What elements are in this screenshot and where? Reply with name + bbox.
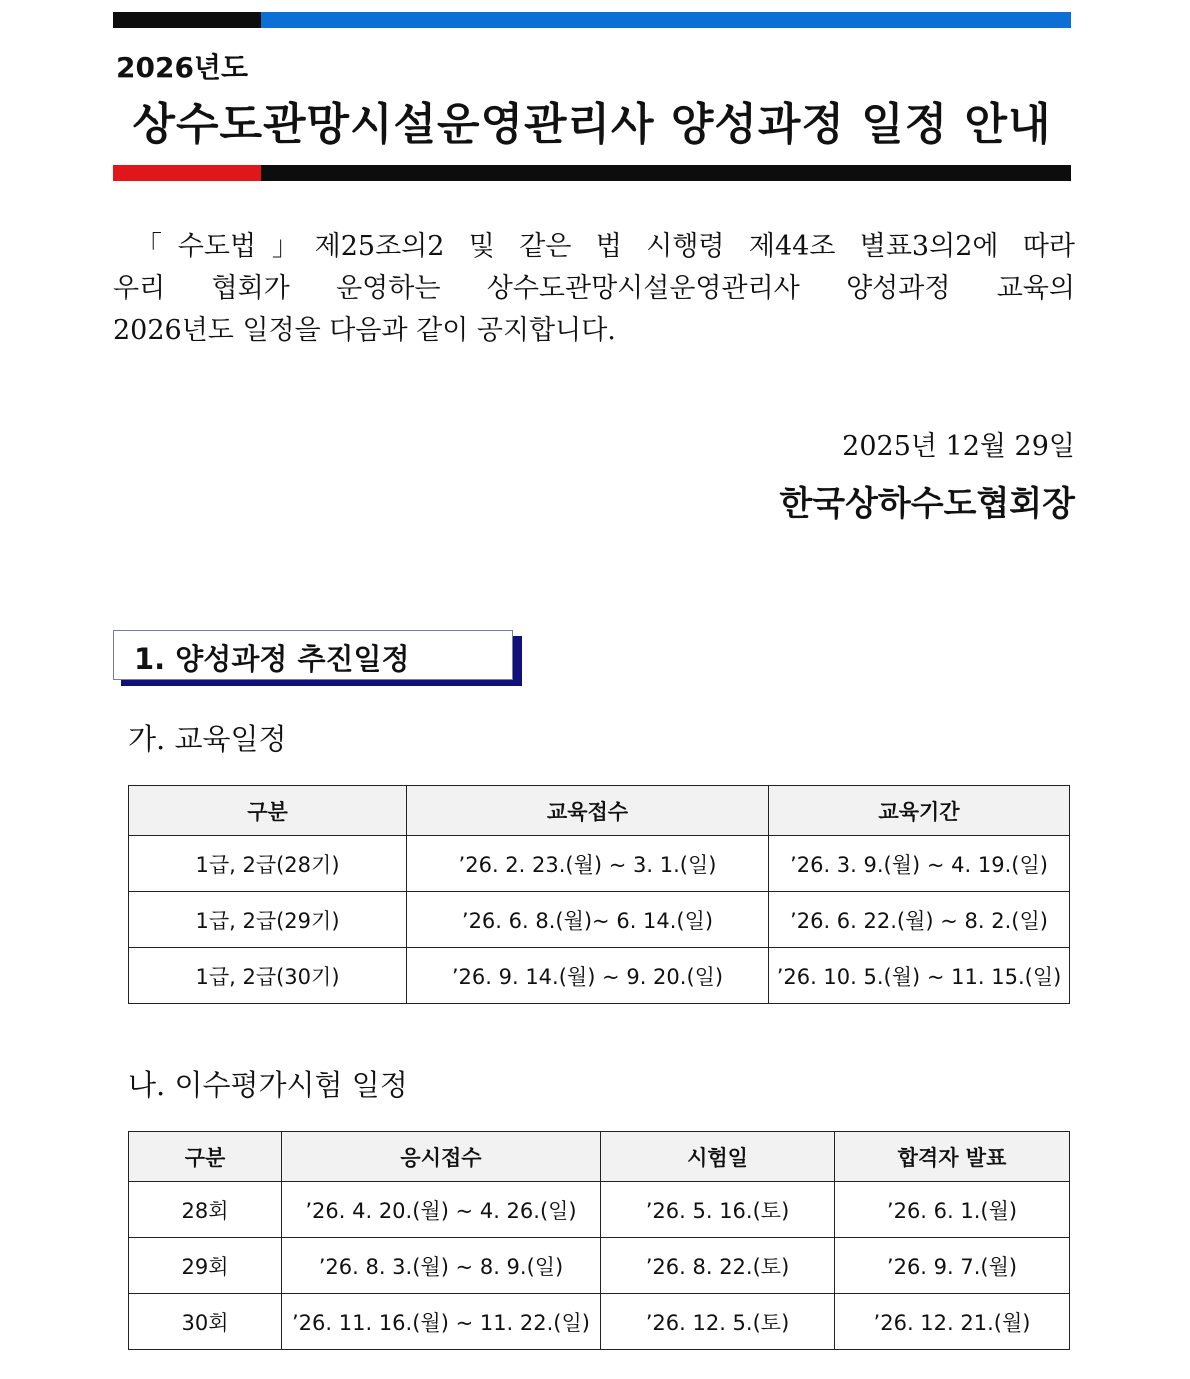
column-header: 시험일 xyxy=(601,1132,835,1182)
header-top-bar-left xyxy=(113,12,261,28)
table-cell: 29회 xyxy=(129,1238,282,1294)
page-title: 상수도관망시설운영관리사 양성과정 일정 안내 xyxy=(132,99,1052,150)
table-cell: ’26. 12. 5.(토) xyxy=(601,1294,835,1350)
table-row xyxy=(129,948,1070,1004)
table-row xyxy=(129,836,1070,892)
table-row xyxy=(129,1182,1070,1238)
table-cell: ’26. 10. 5.(월) ~ 11. 15.(일) xyxy=(769,948,1070,1004)
table-cell: ’26. 5. 16.(토) xyxy=(601,1182,835,1238)
table-cell: ’26. 11. 16.(월) ~ 11. 22.(일) xyxy=(282,1294,601,1350)
table-cell: ’26. 8. 3.(월) ~ 8. 9.(일) xyxy=(282,1238,601,1294)
intro-line-3: 2026년도 일정을 다음과 같이 공지합니다. xyxy=(113,315,616,346)
table-cell: ’26. 6. 22.(월) ~ 8. 2.(일) xyxy=(769,892,1070,948)
table-row xyxy=(129,1294,1070,1350)
table-row xyxy=(129,1238,1070,1294)
table-header-row xyxy=(129,1132,1070,1182)
table-cell: ’26. 12. 21.(월) xyxy=(835,1294,1070,1350)
education-table xyxy=(128,785,1070,1004)
table-cell: ’26. 2. 23.(월) ~ 3. 1.(일) xyxy=(407,836,769,892)
notice-signer: 한국상하수도협회장 xyxy=(779,484,1075,524)
column-header: 구분 xyxy=(129,786,407,836)
table-cell: 30회 xyxy=(129,1294,282,1350)
table-cell: ’26. 6. 8.(월)~ 6. 14.(일) xyxy=(407,892,769,948)
table-cell: ’26. 4. 20.(월) ~ 4. 26.(일) xyxy=(282,1182,601,1238)
table-cell: ’26. 3. 9.(월) ~ 4. 19.(일) xyxy=(769,836,1070,892)
section-box-shadow-bottom xyxy=(121,679,522,686)
header-bottom-bar-right xyxy=(261,165,1071,181)
table-cell: 1급, 2급(28기) xyxy=(129,836,407,892)
intro-line-1: 「수도법」제25조의2 및 같은 법 시행령 제44조 별표3의2에 따라 xyxy=(135,231,1075,262)
header-bottom-bar xyxy=(113,165,1071,181)
notice-date: 2025년 12월 29일 xyxy=(842,431,1075,462)
table-cell: 1급, 2급(29기) xyxy=(129,892,407,948)
table-cell: 28회 xyxy=(129,1182,282,1238)
exam-heading: 나. 이수평가시험 일정 xyxy=(128,1068,408,1102)
header-bottom-bar-left xyxy=(113,165,261,181)
table-cell: ’26. 9. 14.(월) ~ 9. 20.(일) xyxy=(407,948,769,1004)
table-header-row xyxy=(129,786,1070,836)
year-label: 2026년도 xyxy=(116,51,249,84)
intro-line-2: 우리 협회가 운영하는 상수도관망시설운영관리사 양성과정 교육의 xyxy=(113,273,1075,304)
table-row xyxy=(129,892,1070,948)
exam-table xyxy=(128,1131,1070,1350)
column-header: 교육접수 xyxy=(407,786,769,836)
table-cell: 1급, 2급(30기) xyxy=(129,948,407,1004)
column-header: 구분 xyxy=(129,1132,282,1182)
header-top-bar xyxy=(113,12,1071,28)
column-header: 응시접수 xyxy=(282,1132,601,1182)
table-cell: ’26. 8. 22.(토) xyxy=(601,1238,835,1294)
column-header: 합격자 발표 xyxy=(835,1132,1070,1182)
column-header: 교육기간 xyxy=(769,786,1070,836)
intro-paragraph xyxy=(113,226,1075,352)
header-top-bar-right xyxy=(261,12,1071,28)
table-cell: ’26. 9. 7.(월) xyxy=(835,1238,1070,1294)
table-cell: ’26. 6. 1.(월) xyxy=(835,1182,1070,1238)
education-heading: 가. 교육일정 xyxy=(128,722,287,756)
section-title: 1. 양성과정 추진일정 xyxy=(134,642,410,676)
